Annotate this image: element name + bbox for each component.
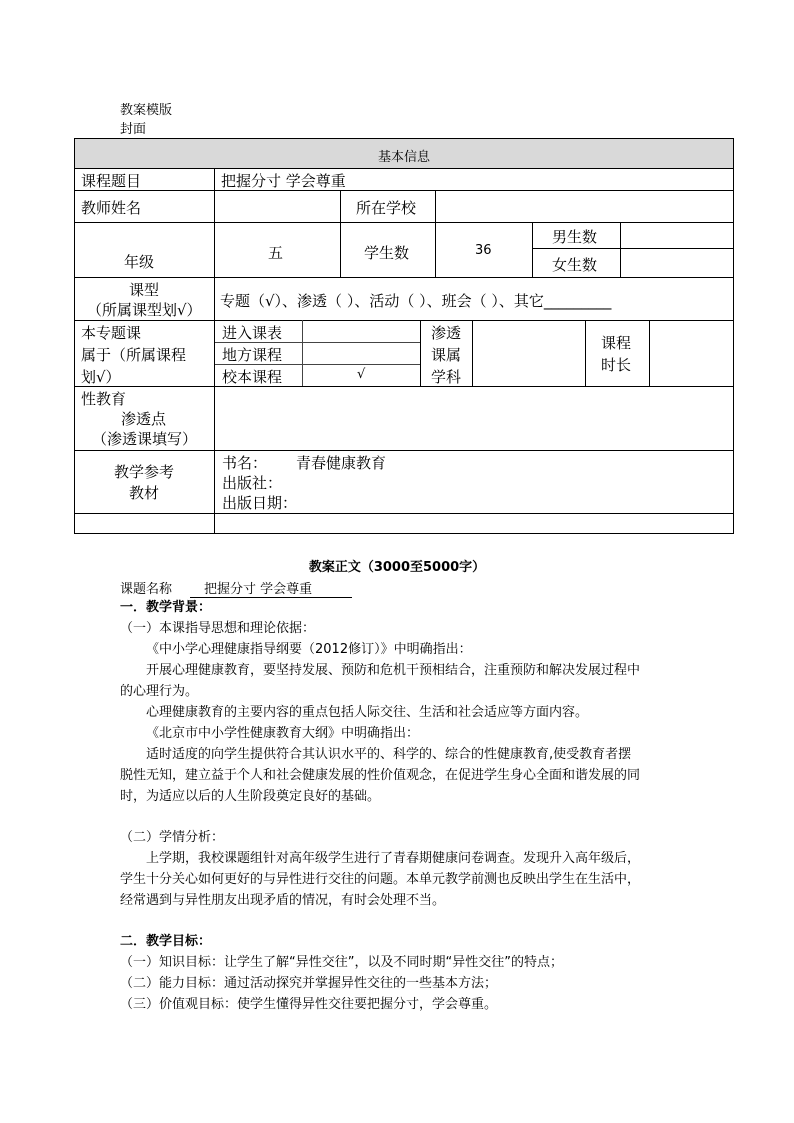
table-title: 基本信息 xyxy=(377,150,430,165)
paragraph-4: 《北京市中小学性健康教育大纲》中明确指出： xyxy=(146,726,420,741)
publish-date-label: 出版日期： xyxy=(222,494,298,512)
template-label: 教案模版 xyxy=(120,103,173,118)
course-label: 课程题目 xyxy=(81,172,142,190)
paragraph-5b: 脱性无知，建立益于个人和社会健康发展的性价值观念，在促进学生身心全面和谐发展的同 xyxy=(120,768,641,783)
section-1-1: （一）本课指导思想和理论依据： xyxy=(120,621,316,636)
students-label: 学生数 xyxy=(364,244,410,262)
paragraph-6b: 学生十分关心如何更好的与异性进行交往的问题。本单元教学前测也反映出学生在生活中， xyxy=(120,872,641,887)
sex-edu-label: 性教育 xyxy=(81,390,127,408)
duration-label-2: 时长 xyxy=(601,356,632,374)
boys-label: 男生数 xyxy=(552,228,598,246)
paragraph-6c: 经常遇到与异性朋友出现矛盾的情况，有时会处理不当。 xyxy=(120,893,446,908)
sub-row-school: 校本课程 xyxy=(222,368,283,386)
school-label: 所在学校 xyxy=(356,199,417,217)
publisher-label: 出版社： xyxy=(222,474,283,492)
belong-label-1: 本专题课 xyxy=(81,324,142,342)
cover-label: 封面 xyxy=(120,122,147,137)
sex-edu-hint: （渗透课填写） xyxy=(92,430,198,448)
paragraph-2a: 开展心理健康教育，要坚持发展、预防和危机干预相结合，注重预防和解决发展过程中 xyxy=(146,663,641,678)
goal-2: （二）能力目标：通过活动探究并掌握异性交往的一些基本方法； xyxy=(120,976,498,991)
ref-label-1: 教学参考 xyxy=(114,463,175,481)
paragraph-6a: 上学期，我校课题组针对高年级学生进行了青春期健康问卷调查。发现升入高年级后， xyxy=(146,851,641,866)
section-1-2: （二）学情分析： xyxy=(120,830,225,845)
type-hint: （所属课型划√） xyxy=(87,301,202,319)
course-value: 把握分寸 学会尊重 xyxy=(221,172,346,190)
course-name-field xyxy=(190,578,352,598)
sub-row-local: 地方课程 xyxy=(222,346,283,364)
penetrate-label-2: 课属 xyxy=(431,346,462,364)
sex-edu-point-label: 渗透点 xyxy=(121,410,167,428)
penetrate-label-3: 学科 xyxy=(431,368,462,386)
sub-row-curriculum: 进入课表 xyxy=(222,324,283,342)
teacher-label: 教师姓名 xyxy=(81,199,142,217)
belong-label-3: 划√） xyxy=(81,368,121,386)
goal-3: （三）价值观目标：使学生懂得异性交往要把握分寸，学会尊重。 xyxy=(120,997,498,1012)
book-label: 书名： xyxy=(222,454,268,472)
section-1-heading: 一．教学背景： xyxy=(120,600,212,615)
grade-value: 五 xyxy=(268,244,284,262)
grade-label: 年级 xyxy=(124,253,155,271)
penetrate-label-1: 渗透 xyxy=(431,324,462,342)
check-mark: √ xyxy=(357,367,366,382)
students-value: 36 xyxy=(475,243,492,258)
girls-label: 女生数 xyxy=(552,256,598,274)
belong-label-2: 属于（所属课程 xyxy=(81,346,187,364)
course-name-value: 把握分寸 学会尊重 xyxy=(190,578,352,598)
paragraph-5a: 适时适度的向学生提供符合其认识水平的、科学的、综合的性健康教育,使受教育者摆 xyxy=(146,747,632,762)
paragraph-1: 《中小学心理健康指导纲要（2012修订）》中明确指出： xyxy=(146,642,472,657)
book-value: 青春健康教育 xyxy=(296,454,387,472)
type-label: 课型 xyxy=(129,281,160,299)
ref-label-2: 教材 xyxy=(129,484,160,502)
section-2-heading: 二．教学目标： xyxy=(120,934,212,949)
course-name-label: 课题名称 xyxy=(120,582,173,597)
duration-label-1: 课程 xyxy=(601,334,632,352)
paragraph-5c: 时，为适应以后的人生阶段奠定良好的基础。 xyxy=(120,789,381,804)
paragraph-2b: 的心理行为。 xyxy=(120,684,199,699)
goal-1: （一）知识目标：让学生了解“异性交往”，以及不同时期“异性交往”的特点； xyxy=(120,955,563,970)
paragraph-3: 心理健康教育的主要内容的重点包括人际交往、生活和社会适应等方面内容。 xyxy=(146,705,589,720)
type-options: 专题（√）、渗透（ ）、活动（ ）、班会（ ）、其它_________ xyxy=(220,292,612,310)
body-title: 教案正文（3000至5000字） xyxy=(308,560,486,575)
